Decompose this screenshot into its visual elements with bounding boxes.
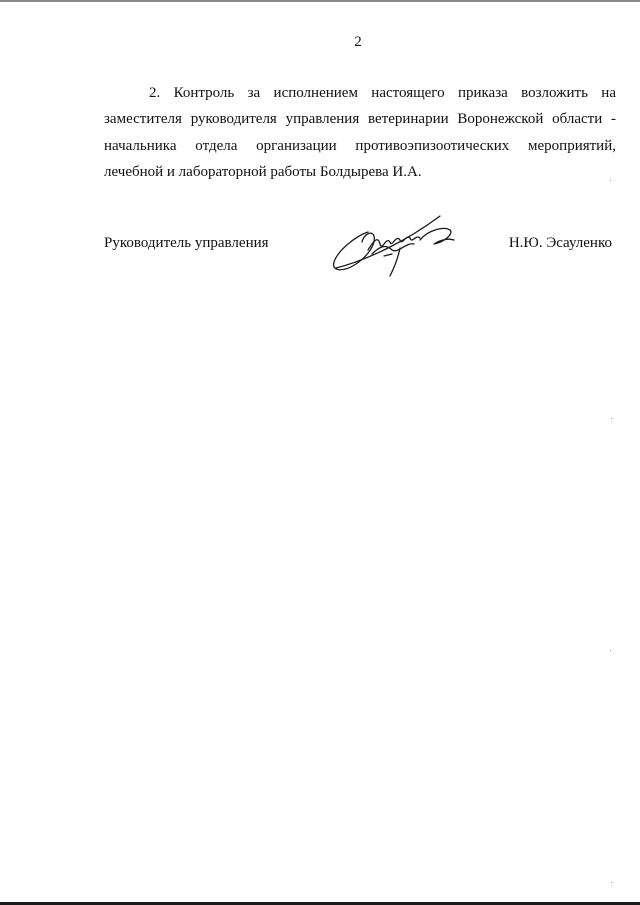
paragraph-line: начальника отдела организации противоэпизоотических мероприятий, [104,137,616,154]
page-number: 2 [354,34,362,50]
scan-speck [610,650,611,651]
paragraph-line: лечебной и лабораторной работы Болдырева И.А. [104,164,422,181]
scan-top-edge [0,0,640,2]
scan-speck [610,180,611,181]
scan-speck [611,418,612,419]
signatory-name: Н.Ю. Эсауленко [508,235,612,251]
order-paragraph [104,80,616,186]
scan-speck [611,882,612,883]
signatory-role: Руководитель управления [104,235,269,251]
paragraph-line: заместителя руководителя управления ветеринарии Воронежской области - [104,111,616,128]
paragraph-line: 2. Контроль за исполнением настоящего приказа возложить на [149,85,616,101]
handwritten-signature [328,210,468,282]
